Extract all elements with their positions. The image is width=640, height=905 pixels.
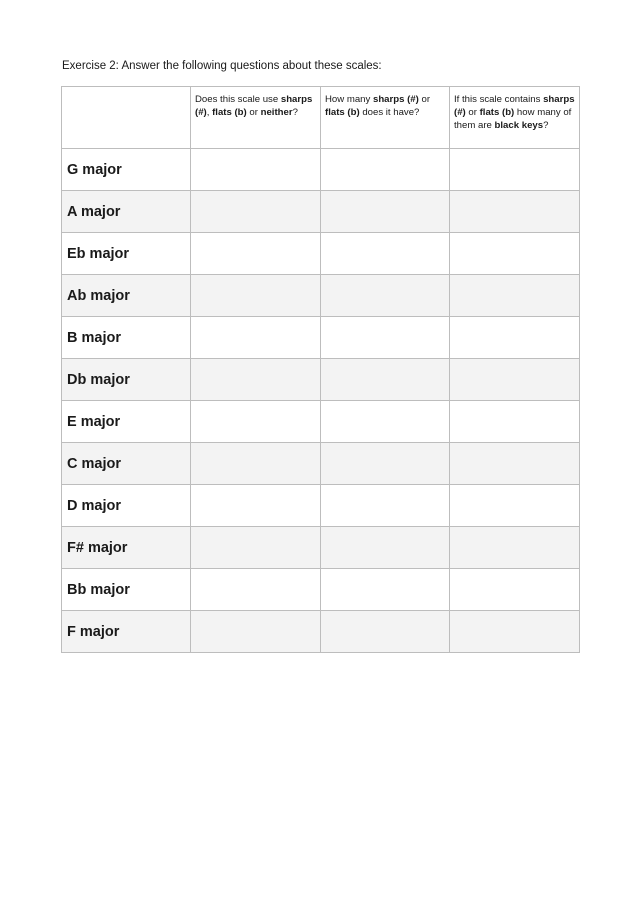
header-emphasis: sharps (#) (454, 94, 575, 118)
answer-cell-sharps-flats-or-neither[interactable] (191, 275, 321, 317)
scale-name-cell: A major (62, 191, 191, 233)
header-text-scale (62, 87, 190, 93)
answer-cell-black-keys[interactable] (450, 401, 580, 443)
scale-name-cell: Ab major (62, 275, 191, 317)
answer-cell-sharps-flats-or-neither[interactable] (191, 317, 321, 359)
answer-cell-black-keys[interactable] (450, 149, 580, 191)
table-row (62, 275, 580, 317)
header-text-how-many (321, 87, 449, 119)
table-row (62, 359, 580, 401)
answer-cell-black-keys[interactable] (450, 611, 580, 653)
table-row (62, 569, 580, 611)
answer-cell-sharps-flats-or-neither[interactable] (191, 569, 321, 611)
answer-cell-black-keys[interactable] (450, 569, 580, 611)
answer-cell-how-many[interactable] (321, 527, 450, 569)
header-cell-sharps-flats-or-neither (191, 87, 321, 149)
header-emphasis: flats (b) (212, 107, 247, 118)
scale-name-cell: D major (62, 485, 191, 527)
answer-cell-black-keys[interactable] (450, 485, 580, 527)
table-row (62, 149, 580, 191)
answer-cell-how-many[interactable] (321, 359, 450, 401)
answer-cell-how-many[interactable] (321, 443, 450, 485)
answer-cell-sharps-flats-or-neither[interactable] (191, 485, 321, 527)
header-emphasis: sharps (#) (195, 94, 313, 118)
answer-cell-black-keys[interactable] (450, 317, 580, 359)
answer-cell-sharps-flats-or-neither[interactable] (191, 191, 321, 233)
header-text-sharps-flats-or-neither (191, 87, 320, 119)
table-row (62, 317, 580, 359)
table-row (62, 443, 580, 485)
answer-cell-how-many[interactable] (321, 275, 450, 317)
header-emphasis: flats (b) (325, 107, 360, 118)
header-text-segment: ? (543, 120, 549, 131)
header-text-segment: or (418, 94, 431, 105)
table-row (62, 611, 580, 653)
header-emphasis: flats (b) (479, 107, 515, 118)
table-row (62, 485, 580, 527)
exercise-title: Exercise 2: Answer the following questions about these scales: (62, 60, 382, 72)
table-body (62, 149, 580, 653)
header-text-segment: ? (292, 107, 298, 118)
answer-cell-how-many[interactable] (321, 317, 450, 359)
answer-cell-how-many[interactable] (321, 401, 450, 443)
table-row (62, 401, 580, 443)
answer-cell-black-keys[interactable] (450, 275, 580, 317)
answer-cell-how-many[interactable] (321, 569, 450, 611)
table-row (62, 233, 580, 275)
header-cell-black-keys (450, 87, 580, 149)
table-header-row (62, 87, 580, 149)
header-emphasis: black keys (494, 120, 544, 131)
answer-cell-how-many[interactable] (321, 611, 450, 653)
scales-table (61, 86, 580, 653)
header-emphasis: neither (260, 107, 293, 118)
answer-cell-sharps-flats-or-neither[interactable] (191, 401, 321, 443)
scale-name-cell: Db major (62, 359, 191, 401)
header-text-black-keys (450, 87, 579, 132)
header-text-segment: , (206, 107, 213, 118)
answer-cell-sharps-flats-or-neither[interactable] (191, 527, 321, 569)
scale-name-cell: B major (62, 317, 191, 359)
answer-cell-black-keys[interactable] (450, 233, 580, 275)
header-text-segment: or (246, 107, 261, 118)
answer-cell-black-keys[interactable] (450, 359, 580, 401)
table-row (62, 527, 580, 569)
answer-cell-how-many[interactable] (321, 485, 450, 527)
answer-cell-black-keys[interactable] (450, 443, 580, 485)
answer-cell-sharps-flats-or-neither[interactable] (191, 149, 321, 191)
scale-name-cell: C major (62, 443, 191, 485)
scale-name-cell: G major (62, 149, 191, 191)
answer-cell-sharps-flats-or-neither[interactable] (191, 443, 321, 485)
answer-cell-sharps-flats-or-neither[interactable] (191, 359, 321, 401)
header-text-segment: How many (325, 94, 373, 105)
header-emphasis: sharps (#) (372, 94, 419, 105)
scale-name-cell: Eb major (62, 233, 191, 275)
header-text-segment: Does this scale use (195, 94, 281, 105)
header-cell-scale (62, 87, 191, 149)
table-row (62, 191, 580, 233)
scale-name-cell: E major (62, 401, 191, 443)
scale-name-cell: F# major (62, 527, 191, 569)
answer-cell-how-many[interactable] (321, 191, 450, 233)
answer-cell-how-many[interactable] (321, 149, 450, 191)
header-cell-how-many (321, 87, 450, 149)
answer-cell-black-keys[interactable] (450, 191, 580, 233)
header-text-segment: does it have? (359, 107, 420, 118)
header-text-segment: how many of them are (454, 107, 572, 131)
scale-name-cell: F major (62, 611, 191, 653)
header-text-segment: If this scale contains (454, 94, 544, 105)
answer-cell-how-many[interactable] (321, 233, 450, 275)
header-text-segment: or (465, 107, 480, 118)
scale-name-cell: Bb major (62, 569, 191, 611)
answer-cell-sharps-flats-or-neither[interactable] (191, 233, 321, 275)
answer-cell-sharps-flats-or-neither[interactable] (191, 611, 321, 653)
answer-cell-black-keys[interactable] (450, 527, 580, 569)
